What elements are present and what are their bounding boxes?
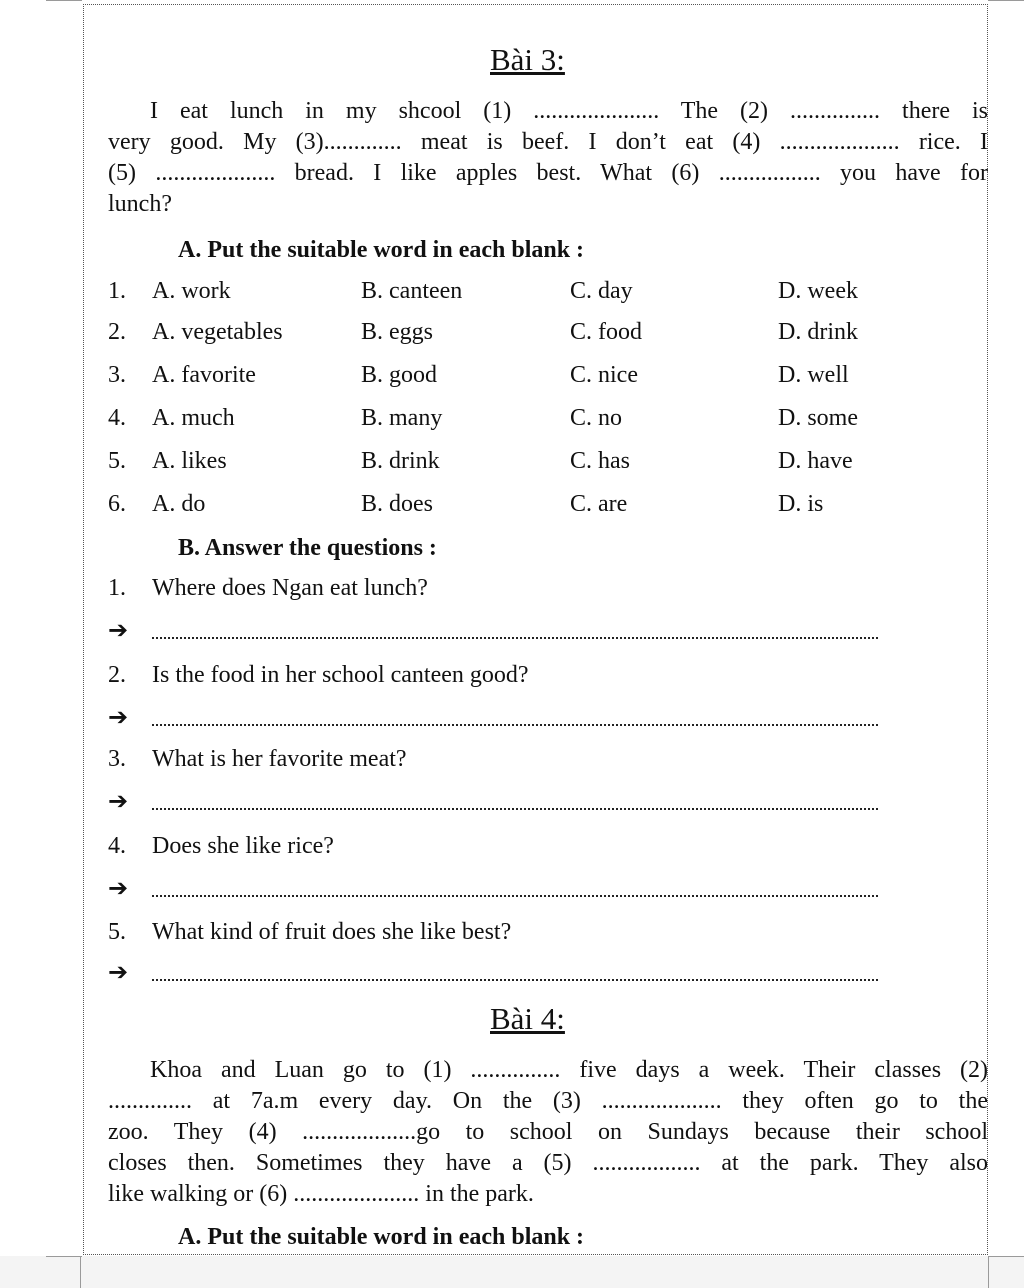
crop-mark — [988, 1256, 1024, 1257]
exercise-4-passage — [108, 1055, 988, 1210]
option-a: A. do — [152, 491, 206, 517]
question-number: 4. — [108, 405, 126, 431]
option-a: A. work — [152, 278, 231, 304]
passage-line: Khoa and Luan go to (1) ............... five days a week. Their classes (2) — [150, 1057, 988, 1083]
option-d: D. some — [778, 405, 858, 431]
option-a: A. vegetables — [152, 319, 283, 345]
option-b: B. drink — [361, 448, 440, 474]
answer-question-number: 2. — [108, 662, 126, 688]
option-b: B. does — [361, 491, 433, 517]
option-c: C. food — [570, 319, 642, 345]
option-a: A. favorite — [152, 362, 256, 388]
question-number: 6. — [108, 491, 126, 517]
answer-question-number: 1. — [108, 575, 126, 601]
arrow-icon: ➔ — [108, 616, 129, 644]
option-d: D. drink — [778, 319, 858, 345]
answer-line[interactable] — [152, 895, 878, 897]
answer-question-number: 4. — [108, 833, 126, 859]
answer-question-number: 5. — [108, 919, 126, 945]
part-a-heading: A. Put the suitable word in each blank : — [178, 237, 585, 263]
answer-line[interactable] — [152, 637, 878, 639]
option-b: B. many — [361, 405, 443, 431]
option-b: B. canteen — [361, 278, 463, 304]
part-a-heading: A. Put the suitable word in each blank : — [178, 1224, 585, 1250]
arrow-icon: ➔ — [108, 874, 129, 902]
arrow-icon: ➔ — [108, 703, 129, 731]
option-c: C. has — [570, 448, 630, 474]
crop-mark — [46, 1256, 82, 1257]
answer-question-number: 3. — [108, 746, 126, 772]
crop-mark — [988, 1256, 989, 1288]
exercise-3-passage — [108, 96, 988, 220]
option-b: B. good — [361, 362, 438, 388]
passage-line: .............. at 7a.m every day. On the (3) .................... they often go to the — [108, 1088, 988, 1114]
option-d: D. have — [778, 448, 853, 474]
answer-question-text: Is the food in her school canteen good? — [152, 662, 529, 688]
option-a: A. much — [152, 405, 235, 431]
option-c: C. day — [570, 278, 633, 304]
arrow-icon: ➔ — [108, 958, 129, 986]
passage-line: very good. My (3)............. meat is beef. I don’t eat (4) .................... rice. I — [108, 129, 988, 155]
option-a: A. likes — [152, 448, 227, 474]
question-number: 2. — [108, 319, 126, 345]
option-b: B. eggs — [361, 319, 433, 345]
crop-mark — [80, 1256, 81, 1288]
answer-line[interactable] — [152, 808, 878, 810]
passage-line: closes then. Sometimes they have a (5) .................. at the park. They also — [108, 1150, 988, 1176]
question-number: 1. — [108, 278, 126, 304]
crop-mark — [46, 0, 82, 1]
question-number: 5. — [108, 448, 126, 474]
exercise-4-title: Bài 4: — [490, 1001, 565, 1036]
passage-line: (5) .................... bread. I like apples best. What (6) ................. you have for — [108, 160, 988, 186]
answer-line[interactable] — [152, 979, 878, 981]
option-c: C. nice — [570, 362, 638, 388]
passage-line: lunch? — [108, 191, 172, 217]
passage-line: I eat lunch in my shcool (1) ..................... The (2) ............... there is — [150, 98, 988, 124]
option-c: C. no — [570, 405, 623, 431]
option-c: C. are — [570, 491, 628, 517]
crop-mark — [988, 0, 1024, 1]
answer-question-text: What is her favorite meat? — [152, 746, 407, 772]
option-d: D. is — [778, 491, 824, 517]
arrow-icon: ➔ — [108, 787, 129, 815]
answer-question-text: Where does Ngan eat lunch? — [152, 575, 428, 601]
passage-line: like walking or (6) ..................... in the park. — [108, 1181, 534, 1207]
question-number: 3. — [108, 362, 126, 388]
answer-question-text: What kind of fruit does she like best? — [152, 919, 512, 945]
passage-line: zoo. They (4) ...................go to school on Sundays because their school — [108, 1119, 988, 1145]
option-d: D. week — [778, 278, 858, 304]
answer-line[interactable] — [152, 724, 878, 726]
answer-question-text: Does she like rice? — [152, 833, 334, 859]
part-b-heading: B. Answer the questions : — [178, 535, 437, 561]
ruler-strip — [0, 1256, 1024, 1288]
option-d: D. well — [778, 362, 849, 388]
exercise-3-title: Bài 3: — [490, 42, 565, 77]
